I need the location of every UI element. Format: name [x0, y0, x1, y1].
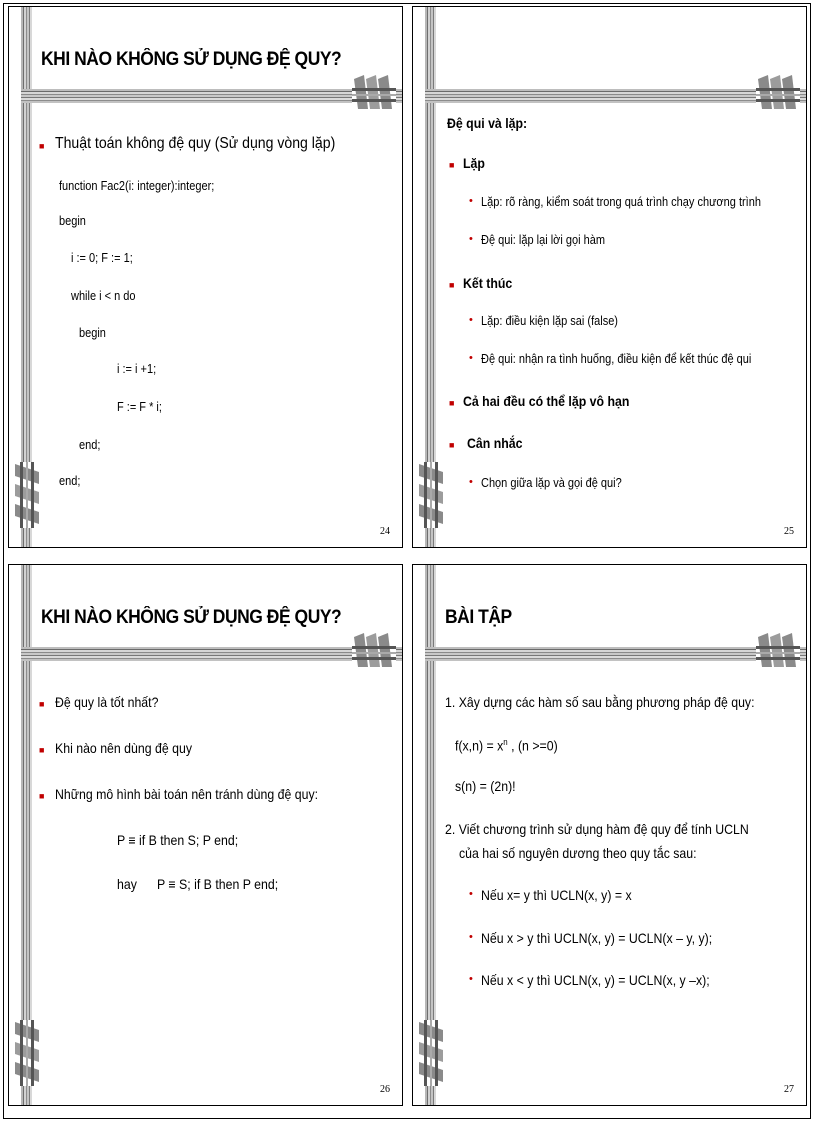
title-underline-bar	[21, 647, 402, 661]
sub-bullet-icon: •	[469, 314, 473, 326]
formula-label: hay	[117, 876, 137, 892]
logo-bottom-icon	[415, 1020, 447, 1086]
slide-title: BÀI TẬP	[445, 607, 512, 628]
sub-item: Chọn giữa lặp và gọi đệ qui?	[481, 476, 622, 490]
title-underline-bar	[425, 89, 806, 103]
slide-27	[412, 564, 807, 1106]
logo-top-icon	[756, 631, 800, 669]
code-line: i := 0; F := 1;	[71, 251, 133, 265]
sub-bullet-icon: •	[469, 476, 473, 488]
question-1: 1. Xây dựng các hàm số sau bằng phương pháp đệ quy:	[445, 694, 755, 710]
page-number: 24	[380, 526, 390, 537]
title-underline-bar	[425, 647, 806, 661]
item-label: Kết thúc	[463, 275, 513, 291]
logo-bottom-icon	[11, 1020, 43, 1086]
logo-top-icon	[756, 73, 800, 111]
page-number: 25	[784, 526, 794, 537]
bullet-icon: ■	[449, 280, 455, 290]
code-line: begin	[59, 214, 86, 228]
logo-bottom-icon	[415, 462, 447, 528]
title-underline-bar	[21, 89, 402, 103]
slide-title: KHI NÀO KHÔNG SỬ DỤNG ĐỆ QUY?	[41, 607, 342, 628]
sub-bullet-icon: •	[469, 195, 473, 207]
slide-26	[8, 564, 403, 1106]
item-label: Cả hai đều có thể lặp vô hạn	[463, 393, 630, 409]
code-line: end;	[59, 474, 81, 488]
function-2: s(n) = (2n)!	[455, 778, 516, 794]
logo-top-icon	[352, 631, 396, 669]
bullet-icon: ■	[39, 745, 45, 755]
code-line: end;	[79, 438, 101, 452]
bullet-text: Những mô hình bài toán nên tránh dùng đệ quy:	[55, 786, 319, 802]
sub-bullet-icon: •	[469, 233, 473, 245]
rule-item: Nếu x= y thì UCLN(x, y) = x	[481, 887, 632, 903]
sub-item: Đệ qui: lặp lại lời gọi hàm	[481, 233, 605, 247]
item-label: Lặp	[463, 155, 485, 171]
code-line: function Fac2(i: integer):integer;	[59, 179, 215, 193]
code-line: i := i +1;	[117, 362, 157, 376]
function-1: $f(x,n) = x^n$ , (n >=0)	[455, 737, 558, 754]
code-line: while i < n do	[71, 289, 136, 303]
logo-bottom-icon	[11, 462, 43, 528]
sub-item: Đệ qui: nhận ra tình huống, điều kiện để kết thúc đệ qui	[481, 352, 752, 366]
sub-bullet-icon: •	[469, 352, 473, 364]
sub-item: Lặp: rõ ràng, kiểm soát trong quá trình chạy chương trình	[481, 195, 761, 209]
bullet-icon: ■	[39, 791, 45, 801]
code-line: F := F * i;	[117, 400, 162, 414]
bullet-text: Khi nào nên dùng đệ quy	[55, 740, 193, 756]
item-label: Cân nhắc	[467, 435, 523, 451]
bullet-text: Thuật toán không đệ quy (Sử dụng vòng lặp)	[55, 135, 336, 152]
page-number: 27	[784, 1084, 794, 1095]
bullet-icon: ■	[39, 699, 45, 709]
sub-bullet-icon: •	[469, 931, 473, 943]
page-number: 26	[380, 1084, 390, 1095]
rule-item: Nếu x > y thì UCLN(x, y) = UCLN(x – y, y);	[481, 930, 713, 946]
bullet-icon: ■	[449, 398, 455, 408]
question-2-line-1: 2. Viết chương trình sử dụng hàm đệ quy để tính UCLN	[445, 821, 749, 837]
formula-line: P ≡ if B then S; P end;	[117, 832, 239, 848]
bullet-icon: ■	[449, 440, 455, 450]
logo-top-icon	[352, 73, 396, 111]
formula-line: P ≡ S; if B then P end;	[157, 876, 279, 892]
question-2-line-2: của hai số nguyên dương theo quy tắc sau:	[459, 845, 697, 861]
slide-24	[8, 6, 403, 548]
slide-heading: Đệ qui và lặp:	[447, 115, 528, 131]
bullet-icon: ■	[449, 160, 455, 170]
sub-item: Lặp: điều kiện lặp sai (false)	[481, 314, 618, 328]
sub-bullet-icon: •	[469, 973, 473, 985]
sub-bullet-icon: •	[469, 888, 473, 900]
rule-item: Nếu x < y thì UCLN(x, y) = UCLN(x, y –x);	[481, 972, 710, 988]
slide-25	[412, 6, 807, 548]
bullet-text: Đệ quy là tốt nhất?	[55, 694, 159, 710]
code-line: begin	[79, 326, 106, 340]
slide-title: KHI NÀO KHÔNG SỬ DỤNG ĐỆ QUY?	[41, 49, 342, 70]
bullet-icon: ■	[39, 141, 45, 151]
